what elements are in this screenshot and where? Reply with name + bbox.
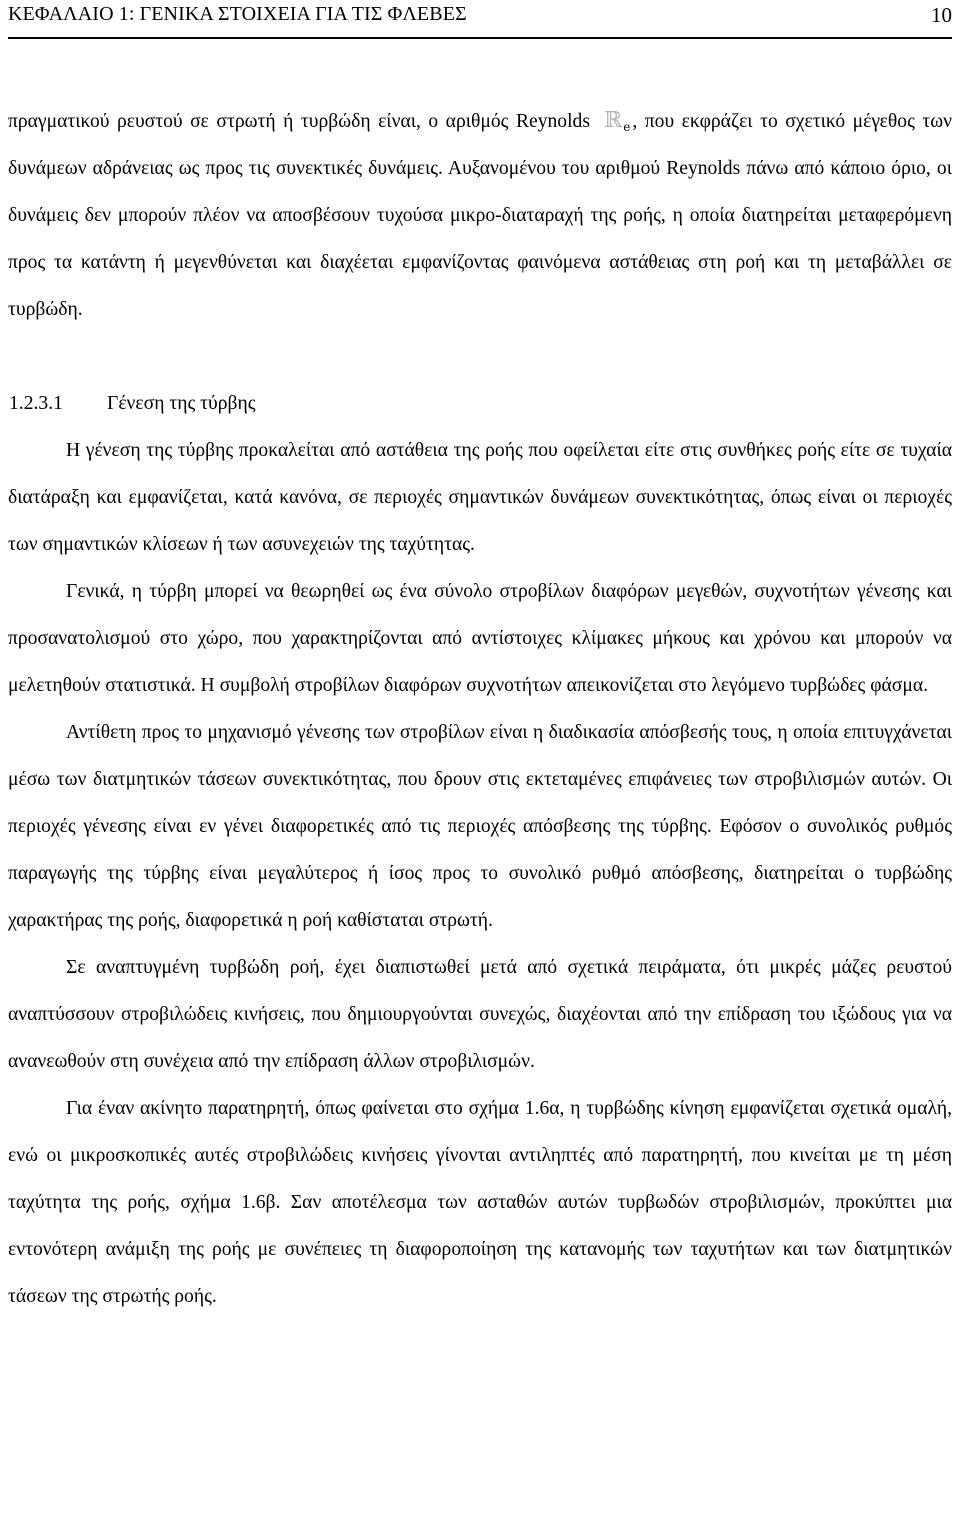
section-heading <box>8 380 952 427</box>
paragraph-turbulence-origin: Η γένεση της τύρβης προκαλείται από αστάθεια της ροής που οφείλεται είτε στις συνθήκες ροής είτε σε τυχαία διατάραξη και εμφανίζεται, κατά κανόνα, σε περιοχές σημαντικών δυνάμεων συνεκτικότητας, όπως είναι οι περιοχές των σημαντικών κλίσεων ή των ασυνεχειών της ταχύτητας. <box>8 440 952 555</box>
section-number: 1.2.3.1 <box>9 393 63 414</box>
intro-text-start: πραγματικού ρευστού σε στρωτή ή τυρβώδη είναι, ο αριθμός Reynolds <box>8 111 590 132</box>
page-number: 10 <box>931 3 952 27</box>
intro-paragraph <box>8 98 952 333</box>
reynolds-symbol-glyph: ℝ <box>603 108 623 133</box>
paragraph-eddies-general: Γενικά, η τύρβη μπορεί να θεωρηθεί ως ένα σύνολο στροβίλων διαφόρων μεγεθών, συχνοτήτων γένεσης και προσανατολισμού στο χώρο, που χαρακτηρίζονται από αντίστοιχες κλίμακες μήκους και χρόνου και μπορούν να μελετηθούν στατιστικά. Η συμβολή στροβίλων διαφόρων συχνοτήτων απεικονίζεται στο λεγόμενο τυρβώδες φάσμα. <box>8 581 952 696</box>
paragraph-observer: Για έναν ακίνητο παρατηρητή, όπως φαίνεται στο σχήμα 1.6α, η τυρβώδης κίνηση εμφανίζεται σχετικά ομαλή, ενώ οι μικροσκοπικές αυτές στροβιλώδεις κινήσεις γίνονται αντιληπτές από παρατηρητή, που κινείται με τη μέση ταχύτητα της ροής, σχήμα 1.6β. Σαν αποτέλεσμα των ασταθών αυτών τυρβωδών στροβιλισμών, προκύπτει μια εντονότερη ανάμιξη της ροής με συνέπειες τη διαφοροποίηση της κατανομής των ταχυτήτων και των διατμητικών τάσεων της στρωτής ροής. <box>8 1098 952 1307</box>
paragraph-dissipation: Αντίθετη προς το μηχανισμό γένεσης των στροβίλων είναι η διαδικασία απόσβεσής τους, η οποία επιτυγχάνεται μέσω των διατμητικών τάσεων συνεκτικότητας, που δρουν στις εκτεταμένες επιφάνειες των στροβιλισμών αυτών. Οι περιοχές γένεσης είναι εν γένει διαφορετικές από τις περιοχές απόσβεσης της τύρβης. Εφόσον ο συνολικός ρυθμός παραγωγής της τύρβης είναι μεγαλύτερος ή ίσος προς το συνολικό ρυθμό απόσβεσης, διατηρείται ο τυρβώδης χαρακτήρας της ροής, διαφορετικά η ροή καθίσταται στρωτή. <box>8 722 952 931</box>
reynolds-symbol-subscript: e <box>623 120 631 134</box>
chapter-title: ΚΕΦΑΛΑΙΟ 1: ΓΕΝΙΚΑ ΣΤΟΙΧΕΙΑ ΓΙΑ ΤΙΣ ΦΛΕΒΕΣ <box>8 3 467 25</box>
section-title: Γένεση της τύρβης <box>107 393 256 414</box>
reynolds-number-symbol <box>604 110 630 133</box>
intro-text-end: , που εκφράζει το σχετικό μέγεθος των δυνάμεων αδράνειας ως προς τις συνεκτικές δυνάμεις. Αυξανομένου του αριθμού Reynolds πάνω από κάποιο όριο, οι δυνάμεις δεν μπορούν πλέον να αποσβέσουν τυχούσα μικρο-διαταραχή της ροής, η οποία διατηρείται μεταφερόμενη προς τα κατάντη ή μεγενθύνεται και διαχέεται εμφανίζοντας φαινόμενα αστάθειας στη ροή και τη μεταβάλλει σε τυρβώδη. <box>8 111 952 320</box>
paragraph-developed-turbulence: Σε αναπτυγμένη τυρβώδη ροή, έχει διαπιστωθεί μετά από σχετικά πειράματα, ότι μικρές μάζες ρευστού αναπτύσσουν στροβιλώδεις κινήσεις, που δημιουργούνται συνεχώς, διαχέονται από την επίδραση του ιξώδους για να ανανεωθούν στη συνέχεια από την επίδραση άλλων στροβιλισμών. <box>8 957 952 1072</box>
document-body <box>8 98 952 1320</box>
page-header <box>8 0 952 39</box>
